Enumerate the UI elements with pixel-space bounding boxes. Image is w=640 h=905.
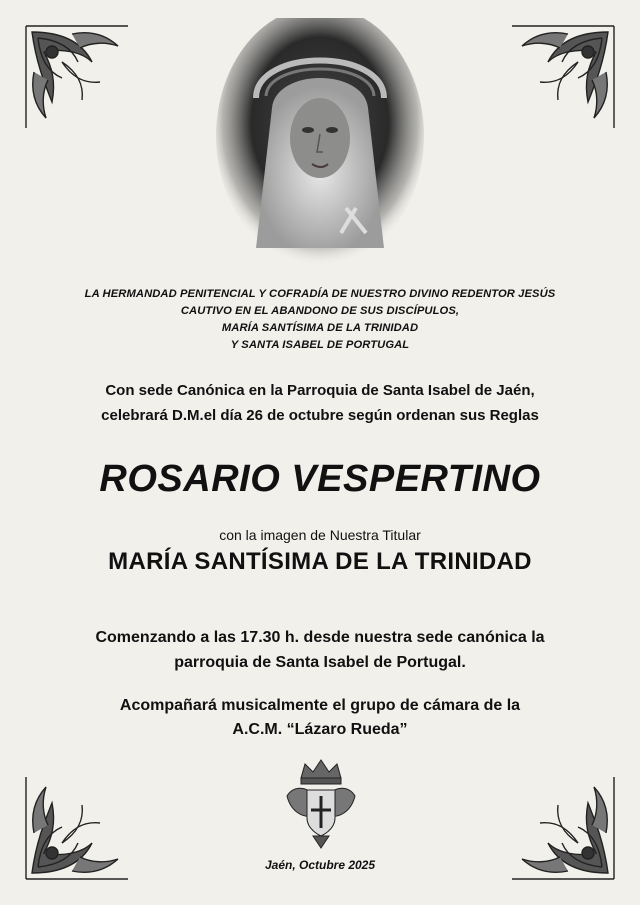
hermandad-line: MARÍA SANTÍSIMA DE LA TRINIDAD [221, 322, 419, 334]
coat-of-arms-icon [283, 756, 359, 852]
music-paragraph [0, 694, 640, 742]
place-date: Jaén, Octubre 2025 [264, 858, 376, 872]
hermandad-heading [0, 286, 640, 354]
sede-line: celebrará D.M.el día 26 de octubre según ordenan sus Reglas [101, 407, 539, 424]
corner-ornament-top-right [508, 22, 618, 132]
hermandad-line: Y SANTA ISABEL DE PORTUGAL [230, 339, 410, 351]
sede-paragraph [0, 378, 640, 428]
titular-name: MARÍA SANTÍSIMA DE LA TRINIDAD [108, 548, 532, 575]
corner-ornament-top-left [22, 22, 132, 132]
sede-line: Con sede Canónica en la Parroquia de Santa Isabel de Jaén, [105, 382, 535, 399]
imagen-subtitle: con la imagen de Nuestra Titular [219, 527, 421, 543]
start-line: Comenzando a las 17.30 h. desde nuestra sede canónica la [95, 629, 545, 646]
music-line: A.C.M. “Lázaro Rueda” [232, 721, 408, 738]
hermandad-line: CAUTIVO EN EL ABANDONO DE SUS DISCÍPULOS, [180, 305, 460, 317]
event-title: ROSARIO VESPERTINO [99, 458, 541, 500]
start-line: parroquia de Santa Isabel de Portugal. [174, 654, 466, 671]
start-time-paragraph [0, 625, 640, 675]
hermandad-line: LA HERMANDAD PENITENCIAL Y COFRADÍA DE NUESTRO DIVINO REDENTOR JESÚS [84, 288, 556, 300]
music-line: Acompañará musicalmente el grupo de cámara de la [119, 697, 521, 714]
virgin-portrait-image [216, 18, 424, 268]
